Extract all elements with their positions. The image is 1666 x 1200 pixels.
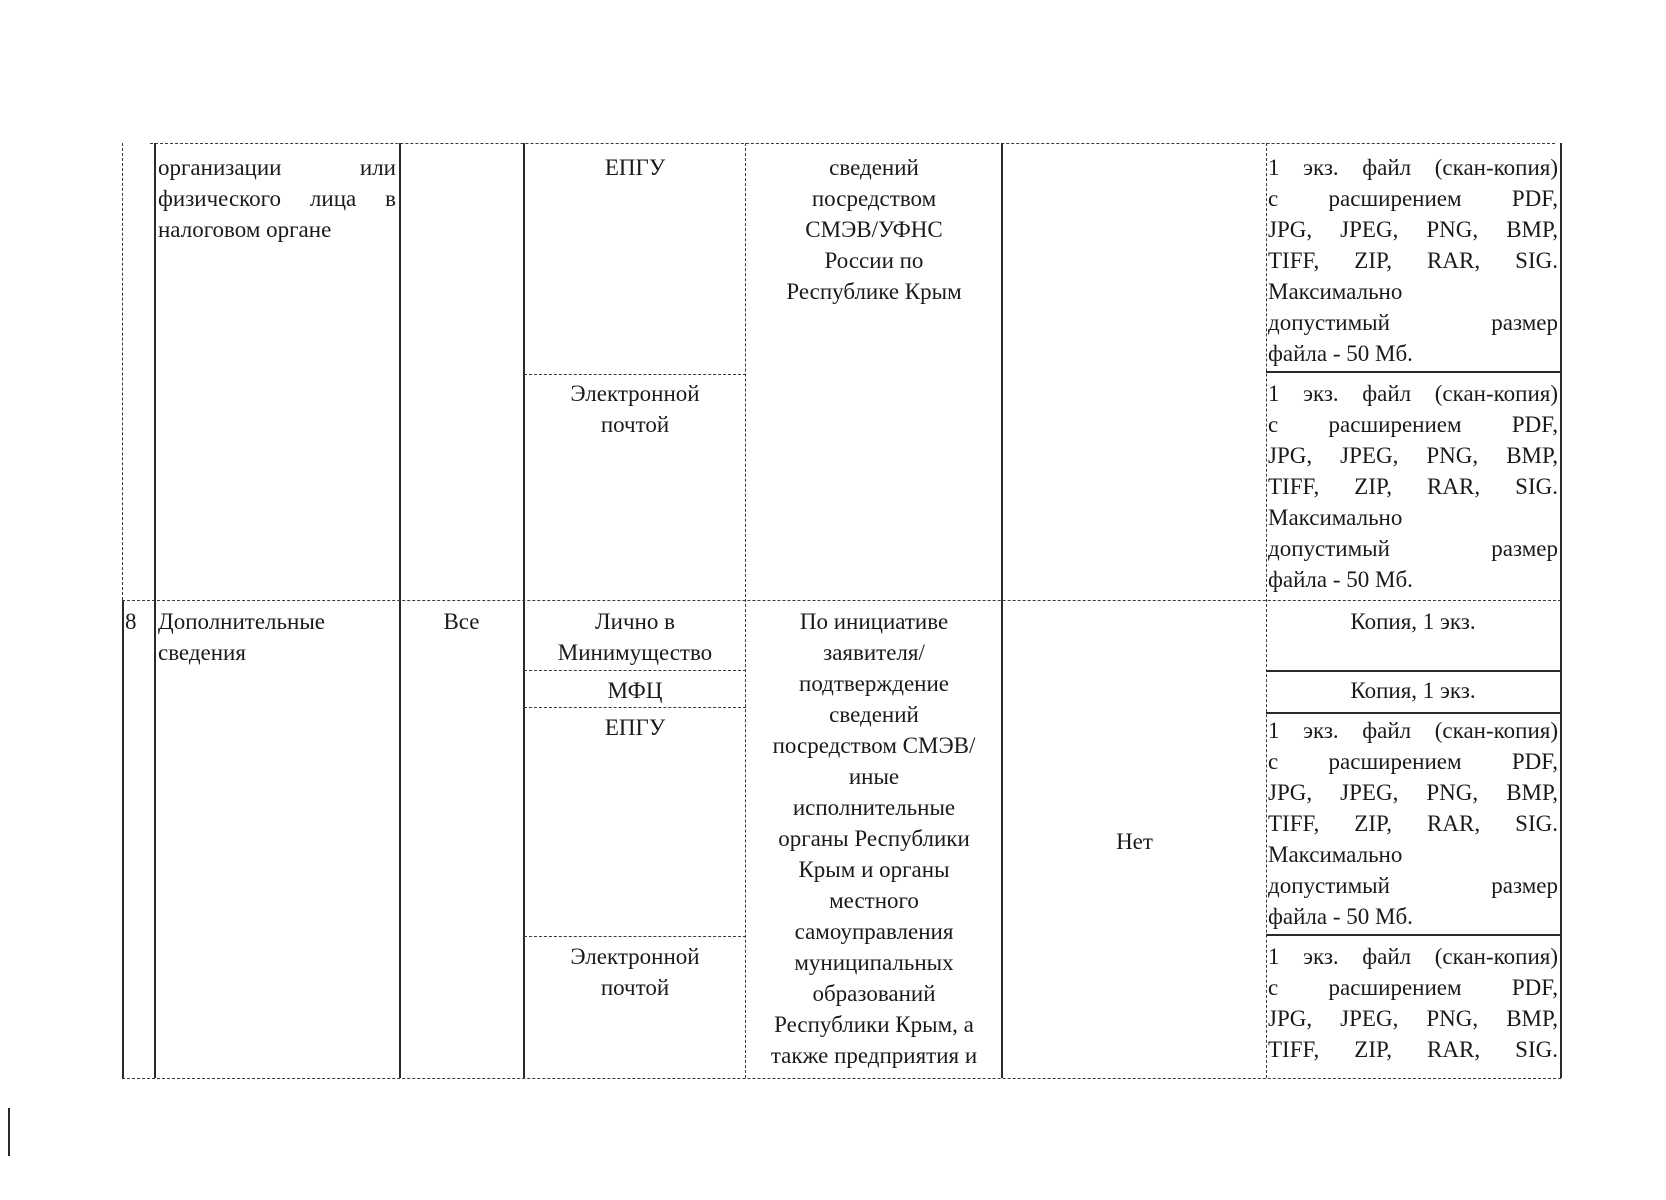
top-document-name xyxy=(158,152,396,245)
row8-document-name xyxy=(158,606,396,668)
col-line-7 xyxy=(1560,143,1562,1078)
text-line: с расширением PDF, xyxy=(1268,186,1558,211)
text-line: TIFF, ZIP, RAR, SIG. xyxy=(1268,248,1558,273)
text-line: допустимый размер xyxy=(1268,536,1558,561)
text-line: физического лица в xyxy=(158,186,396,211)
text-line: JPG, JPEG, PNG, BMP, xyxy=(1268,443,1558,468)
hline-row8-format-personal-mfc xyxy=(1266,670,1561,672)
text-line: почтой xyxy=(600,975,670,1000)
hline-row8-personal-mfc xyxy=(524,670,746,671)
row8-format-personal: Копия, 1 экз. xyxy=(1350,609,1476,634)
text-line: органы Республики xyxy=(778,826,970,851)
row8-number: 8 xyxy=(125,609,137,634)
text-line: Минимущество xyxy=(557,640,713,665)
text-line: Электронной xyxy=(570,944,700,969)
text-line: 1 экз. файл (скан-копия) xyxy=(1268,944,1558,969)
row8-format-email xyxy=(1268,941,1558,1065)
row8-requirement: Нет xyxy=(1116,829,1153,854)
text-line: Электронной xyxy=(570,381,700,406)
text-line: Дополнительные xyxy=(158,609,325,634)
text-line: образований xyxy=(812,981,936,1006)
text-line: допустимый размер xyxy=(1268,873,1558,898)
text-line: с расширением PDF, xyxy=(1268,412,1558,437)
text-line: По инициативе xyxy=(799,609,949,634)
text-line: Максимально xyxy=(1268,505,1403,530)
col-line-0 xyxy=(122,600,124,1078)
text-line: файла - 50 Мб. xyxy=(1268,904,1413,929)
text-line: налоговом органе xyxy=(158,217,332,242)
hline-row8-format-mfc-epgu xyxy=(1266,712,1561,714)
text-line: Максимально xyxy=(1268,842,1403,867)
text-line: 1 экз. файл (скан-копия) xyxy=(1268,718,1558,743)
col-line-0-upper xyxy=(122,143,123,600)
row8-basis xyxy=(747,606,1001,1071)
row8-format-mfc: Копия, 1 экз. xyxy=(1350,678,1476,703)
text-line: подтверждение xyxy=(799,671,949,696)
text-line: 1 экз. файл (скан-копия) xyxy=(1268,381,1558,406)
text-line: файла - 50 Мб. xyxy=(1268,567,1413,592)
text-line: с расширением PDF, xyxy=(1268,749,1558,774)
scan-artifact-mark xyxy=(8,1108,10,1156)
table-bottom-border xyxy=(122,1078,1561,1079)
row8-channel-epgu: ЕПГУ xyxy=(604,715,666,740)
text-line: JPG, JPEG, PNG, BMP, xyxy=(1268,780,1558,805)
text-line: TIFF, ZIP, RAR, SIG. xyxy=(1268,474,1558,499)
col-line-5 xyxy=(1001,143,1003,1078)
text-line: заявителя/ xyxy=(823,640,925,665)
hline-row8-epgu-email xyxy=(524,936,746,937)
top-channel-email xyxy=(524,378,746,440)
text-line: муниципальных xyxy=(794,950,954,975)
hline-row8-format-epgu-email xyxy=(1266,934,1561,936)
text-line: Максимально xyxy=(1268,279,1403,304)
text-line: допустимый размер xyxy=(1268,310,1558,335)
hline-row8-top xyxy=(122,600,1561,601)
text-line: посредством СМЭВ/ xyxy=(772,733,976,758)
text-line: JPG, JPEG, PNG, BMP, xyxy=(1268,217,1558,242)
hline-row8-mfc-epgu xyxy=(524,707,746,708)
top-basis xyxy=(747,152,1001,307)
top-format-epgu xyxy=(1268,152,1558,369)
text-line: TIFF, ZIP, RAR, SIG. xyxy=(1268,811,1558,836)
text-line: сведений xyxy=(829,155,919,180)
text-line: Лично в xyxy=(595,609,675,634)
text-line: Крым и органы xyxy=(798,857,950,882)
row8-channel-personal xyxy=(524,606,746,668)
text-line: 1 экз. файл (скан-копия) xyxy=(1268,155,1558,180)
text-line: почтой xyxy=(600,412,670,437)
text-line: местного xyxy=(829,888,919,913)
text-line: посредством xyxy=(811,186,937,211)
text-line: также предприятия и xyxy=(770,1043,978,1068)
text-line: организации или xyxy=(158,155,396,180)
text-line: Республики Крым, а xyxy=(774,1012,974,1037)
row8-channel-email xyxy=(524,941,746,1003)
text-line: самоуправления xyxy=(794,919,954,944)
text-line: JPG, JPEG, PNG, BMP, xyxy=(1268,1006,1558,1031)
text-line: исполнительные xyxy=(792,795,956,820)
col-line-6 xyxy=(1266,143,1267,1078)
text-line: Республике Крым xyxy=(786,279,962,304)
text-line: иные xyxy=(848,764,900,789)
text-line: с расширением PDF, xyxy=(1268,975,1558,1000)
table-top-border xyxy=(150,143,1555,144)
top-format-email xyxy=(1268,378,1558,595)
text-line: СМЭВ/УФНС xyxy=(805,217,943,242)
row8-category: Все xyxy=(443,609,480,634)
top-channel-epgu: ЕПГУ xyxy=(604,155,666,180)
hline-top-channel-split xyxy=(524,374,746,375)
row8-format-epgu xyxy=(1268,715,1558,932)
text-line: России по xyxy=(824,248,924,273)
col-line-1 xyxy=(154,143,156,1078)
row8-channel-mfc: МФЦ xyxy=(607,678,663,703)
hline-top-format-split xyxy=(1266,371,1561,373)
text-line: TIFF, ZIP, RAR, SIG. xyxy=(1268,1037,1558,1062)
text-line: файла - 50 Мб. xyxy=(1268,341,1413,366)
text-line: сведения xyxy=(158,640,246,665)
text-line: сведений xyxy=(829,702,919,727)
